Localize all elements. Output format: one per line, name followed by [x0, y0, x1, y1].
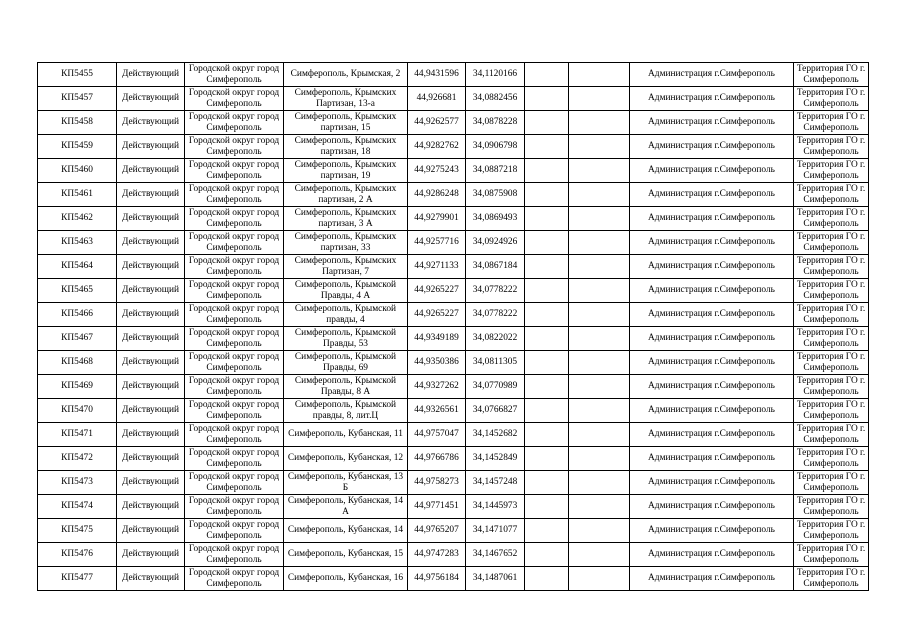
territory-cell: Территория ГО г. Симферополь	[794, 87, 869, 111]
point-id-cell: КП5477	[38, 567, 117, 591]
longitude-cell: 34,1452849	[466, 447, 525, 471]
latitude-cell: 44,9265227	[408, 279, 466, 303]
longitude-cell: 34,0878228	[466, 111, 525, 135]
empty-cell	[525, 207, 569, 231]
point-id-cell: КП5458	[38, 111, 117, 135]
territory-cell: Территория ГО г. Симферополь	[794, 423, 869, 447]
district-cell: Городской округ город Симферополь	[185, 231, 284, 255]
owner-cell: Администрация г.Симферополь	[630, 303, 794, 327]
longitude-cell: 34,1471077	[466, 519, 525, 543]
empty-cell	[569, 495, 630, 519]
district-cell: Городской округ город Симферополь	[185, 183, 284, 207]
point-id-cell: КП5464	[38, 255, 117, 279]
status-cell: Действующий	[117, 231, 185, 255]
territory-cell: Территория ГО г. Симферополь	[794, 159, 869, 183]
table-row	[38, 519, 869, 543]
address-cell: Симферополь, Кубанская, 14	[284, 519, 408, 543]
district-cell: Городской округ город Симферополь	[185, 399, 284, 423]
status-cell: Действующий	[117, 423, 185, 447]
status-cell: Действующий	[117, 159, 185, 183]
empty-cell	[569, 447, 630, 471]
point-id-cell: КП5466	[38, 303, 117, 327]
table-row	[38, 159, 869, 183]
longitude-cell: 34,1452682	[466, 423, 525, 447]
point-id-cell: КП5467	[38, 327, 117, 351]
empty-cell	[569, 87, 630, 111]
point-id-cell: КП5469	[38, 375, 117, 399]
latitude-cell: 44,9282762	[408, 135, 466, 159]
owner-cell: Администрация г.Симферополь	[630, 375, 794, 399]
longitude-cell: 34,1445973	[466, 495, 525, 519]
status-cell: Действующий	[117, 447, 185, 471]
empty-cell	[569, 471, 630, 495]
district-cell: Городской округ город Симферополь	[185, 423, 284, 447]
point-id-cell: КП5465	[38, 279, 117, 303]
district-cell: Городской округ город Симферополь	[185, 159, 284, 183]
empty-cell	[569, 399, 630, 423]
table-row	[38, 447, 869, 471]
empty-cell	[569, 375, 630, 399]
longitude-cell: 34,0778222	[466, 303, 525, 327]
longitude-cell: 34,0887218	[466, 159, 525, 183]
point-id-cell: КП5475	[38, 519, 117, 543]
territory-cell: Территория ГО г. Симферополь	[794, 111, 869, 135]
district-cell: Городской округ город Симферополь	[185, 567, 284, 591]
status-cell: Действующий	[117, 63, 185, 87]
latitude-cell: 44,9262577	[408, 111, 466, 135]
district-cell: Городской округ город Симферополь	[185, 495, 284, 519]
district-cell: Городской округ город Симферополь	[185, 327, 284, 351]
owner-cell: Администрация г.Симферополь	[630, 543, 794, 567]
owner-cell: Администрация г.Симферополь	[630, 111, 794, 135]
territory-cell: Территория ГО г. Симферополь	[794, 447, 869, 471]
point-id-cell: КП5455	[38, 63, 117, 87]
status-cell: Действующий	[117, 471, 185, 495]
territory-cell: Территория ГО г. Симферополь	[794, 567, 869, 591]
latitude-cell: 44,9279901	[408, 207, 466, 231]
owner-cell: Администрация г.Симферополь	[630, 231, 794, 255]
territory-cell: Территория ГО г. Симферополь	[794, 399, 869, 423]
owner-cell: Администрация г.Симферополь	[630, 159, 794, 183]
territory-cell: Территория ГО г. Симферополь	[794, 207, 869, 231]
table-row	[38, 543, 869, 567]
table-row	[38, 327, 869, 351]
latitude-cell: 44,9257716	[408, 231, 466, 255]
address-cell: Симферополь, Крымских партизан, 15	[284, 111, 408, 135]
district-cell: Городской округ город Симферополь	[185, 63, 284, 87]
district-cell: Городской округ город Симферополь	[185, 87, 284, 111]
point-id-cell: КП5473	[38, 471, 117, 495]
empty-cell	[525, 567, 569, 591]
address-cell: Симферополь, Крымских партизан, 19	[284, 159, 408, 183]
point-id-cell: КП5476	[38, 543, 117, 567]
point-id-cell: КП5470	[38, 399, 117, 423]
longitude-cell: 34,0882456	[466, 87, 525, 111]
table-body	[38, 63, 869, 591]
longitude-cell: 34,0869493	[466, 207, 525, 231]
point-id-cell: КП5468	[38, 351, 117, 375]
latitude-cell: 44,9286248	[408, 183, 466, 207]
owner-cell: Администрация г.Симферополь	[630, 567, 794, 591]
address-cell: Симферополь, Крымской Правды, 8 А	[284, 375, 408, 399]
table-row	[38, 375, 869, 399]
empty-cell	[569, 111, 630, 135]
empty-cell	[525, 327, 569, 351]
territory-cell: Территория ГО г. Симферополь	[794, 135, 869, 159]
latitude-cell: 44,9771451	[408, 495, 466, 519]
point-id-cell: КП5472	[38, 447, 117, 471]
owner-cell: Администрация г.Симферополь	[630, 471, 794, 495]
longitude-cell: 34,0770989	[466, 375, 525, 399]
address-cell: Симферополь, Кубанская, 15	[284, 543, 408, 567]
empty-cell	[525, 399, 569, 423]
district-cell: Городской округ город Симферополь	[185, 447, 284, 471]
district-cell: Городской округ город Симферополь	[185, 519, 284, 543]
territory-cell: Территория ГО г. Симферополь	[794, 231, 869, 255]
empty-cell	[525, 87, 569, 111]
status-cell: Действующий	[117, 327, 185, 351]
point-id-cell: КП5457	[38, 87, 117, 111]
empty-cell	[525, 423, 569, 447]
latitude-cell: 44,9265227	[408, 303, 466, 327]
district-cell: Городской округ город Симферополь	[185, 111, 284, 135]
empty-cell	[569, 207, 630, 231]
status-cell: Действующий	[117, 279, 185, 303]
territory-cell: Территория ГО г. Симферополь	[794, 63, 869, 87]
empty-cell	[525, 159, 569, 183]
address-cell: Симферополь, Крымских Партизан, 7	[284, 255, 408, 279]
point-id-cell: КП5460	[38, 159, 117, 183]
status-cell: Действующий	[117, 351, 185, 375]
longitude-cell: 34,0822022	[466, 327, 525, 351]
owner-cell: Администрация г.Симферополь	[630, 255, 794, 279]
address-cell: Симферополь, Крымских Партизан, 13-а	[284, 87, 408, 111]
empty-cell	[569, 567, 630, 591]
table-row	[38, 87, 869, 111]
district-cell: Городской округ город Симферополь	[185, 375, 284, 399]
owner-cell: Администрация г.Симферополь	[630, 135, 794, 159]
table-row	[38, 303, 869, 327]
latitude-cell: 44,9758273	[408, 471, 466, 495]
territory-cell: Территория ГО г. Симферополь	[794, 519, 869, 543]
empty-cell	[525, 495, 569, 519]
table-row	[38, 471, 869, 495]
table-row	[38, 279, 869, 303]
longitude-cell: 34,0867184	[466, 255, 525, 279]
latitude-cell: 44,9747283	[408, 543, 466, 567]
latitude-cell: 44,9275243	[408, 159, 466, 183]
latitude-cell: 44,9766786	[408, 447, 466, 471]
address-cell: Симферополь, Крымской Правды, 4 А	[284, 279, 408, 303]
empty-cell	[569, 327, 630, 351]
status-cell: Действующий	[117, 255, 185, 279]
latitude-cell: 44,9756184	[408, 567, 466, 591]
table-row	[38, 135, 869, 159]
owner-cell: Администрация г.Симферополь	[630, 63, 794, 87]
owner-cell: Администрация г.Симферополь	[630, 183, 794, 207]
empty-cell	[569, 279, 630, 303]
status-cell: Действующий	[117, 207, 185, 231]
status-cell: Действующий	[117, 183, 185, 207]
status-cell: Действующий	[117, 135, 185, 159]
status-cell: Действующий	[117, 399, 185, 423]
collection-points-table	[37, 62, 869, 591]
empty-cell	[525, 63, 569, 87]
empty-cell	[569, 543, 630, 567]
empty-cell	[525, 183, 569, 207]
district-cell: Городской округ город Симферополь	[185, 303, 284, 327]
district-cell: Городской округ город Симферополь	[185, 279, 284, 303]
table-row	[38, 207, 869, 231]
longitude-cell: 34,1457248	[466, 471, 525, 495]
territory-cell: Территория ГО г. Симферополь	[794, 375, 869, 399]
territory-cell: Территория ГО г. Симферополь	[794, 471, 869, 495]
owner-cell: Администрация г.Симферополь	[630, 351, 794, 375]
table-row	[38, 231, 869, 255]
empty-cell	[525, 111, 569, 135]
longitude-cell: 34,0766827	[466, 399, 525, 423]
status-cell: Действующий	[117, 111, 185, 135]
table-row	[38, 351, 869, 375]
empty-cell	[525, 375, 569, 399]
point-id-cell: КП5461	[38, 183, 117, 207]
empty-cell	[525, 543, 569, 567]
territory-cell: Территория ГО г. Симферополь	[794, 351, 869, 375]
latitude-cell: 44,9765207	[408, 519, 466, 543]
point-id-cell: КП5462	[38, 207, 117, 231]
owner-cell: Администрация г.Симферополь	[630, 87, 794, 111]
table-row	[38, 111, 869, 135]
longitude-cell: 34,1120166	[466, 63, 525, 87]
owner-cell: Администрация г.Симферополь	[630, 495, 794, 519]
latitude-cell: 44,9431596	[408, 63, 466, 87]
longitude-cell: 34,0906798	[466, 135, 525, 159]
owner-cell: Администрация г.Симферополь	[630, 423, 794, 447]
district-cell: Городской округ город Симферополь	[185, 351, 284, 375]
longitude-cell: 34,0811305	[466, 351, 525, 375]
point-id-cell: КП5474	[38, 495, 117, 519]
owner-cell: Администрация г.Симферополь	[630, 207, 794, 231]
empty-cell	[525, 471, 569, 495]
empty-cell	[525, 351, 569, 375]
district-cell: Городской округ город Симферополь	[185, 135, 284, 159]
longitude-cell: 34,0924926	[466, 231, 525, 255]
empty-cell	[569, 351, 630, 375]
address-cell: Симферополь, Крымской правды, 8, лит.Ц	[284, 399, 408, 423]
address-cell: Симферополь, Крымская, 2	[284, 63, 408, 87]
longitude-cell: 34,0778222	[466, 279, 525, 303]
empty-cell	[569, 423, 630, 447]
table-row	[38, 183, 869, 207]
address-cell: Симферополь, Крымских партизан, 18	[284, 135, 408, 159]
address-cell: Симферополь, Крымской Правды, 69	[284, 351, 408, 375]
status-cell: Действующий	[117, 543, 185, 567]
latitude-cell: 44,9271133	[408, 255, 466, 279]
district-cell: Городской округ город Симферополь	[185, 543, 284, 567]
longitude-cell: 34,1487061	[466, 567, 525, 591]
latitude-cell: 44,9757047	[408, 423, 466, 447]
empty-cell	[569, 519, 630, 543]
table-row	[38, 495, 869, 519]
latitude-cell: 44,926681	[408, 87, 466, 111]
address-cell: Симферополь, Крымских партизан, 3 А	[284, 207, 408, 231]
empty-cell	[525, 447, 569, 471]
address-cell: Симферополь, Кубанская, 14 А	[284, 495, 408, 519]
address-cell: Симферополь, Кубанская, 12	[284, 447, 408, 471]
territory-cell: Территория ГО г. Симферополь	[794, 255, 869, 279]
status-cell: Действующий	[117, 303, 185, 327]
empty-cell	[525, 279, 569, 303]
empty-cell	[525, 231, 569, 255]
status-cell: Действующий	[117, 375, 185, 399]
empty-cell	[569, 159, 630, 183]
point-id-cell: КП5459	[38, 135, 117, 159]
empty-cell	[525, 303, 569, 327]
address-cell: Симферополь, Крымских партизан, 2 А	[284, 183, 408, 207]
territory-cell: Территория ГО г. Симферополь	[794, 303, 869, 327]
address-cell: Симферополь, Крымской правды, 4	[284, 303, 408, 327]
empty-cell	[525, 135, 569, 159]
owner-cell: Администрация г.Симферополь	[630, 399, 794, 423]
territory-cell: Территория ГО г. Симферополь	[794, 183, 869, 207]
empty-cell	[569, 303, 630, 327]
empty-cell	[569, 135, 630, 159]
district-cell: Городской округ город Симферополь	[185, 207, 284, 231]
territory-cell: Территория ГО г. Симферополь	[794, 327, 869, 351]
territory-cell: Территория ГО г. Симферополь	[794, 543, 869, 567]
point-id-cell: КП5471	[38, 423, 117, 447]
address-cell: Симферополь, Кубанская, 13 Б	[284, 471, 408, 495]
status-cell: Действующий	[117, 495, 185, 519]
latitude-cell: 44,9349189	[408, 327, 466, 351]
empty-cell	[569, 231, 630, 255]
table-row	[38, 63, 869, 87]
territory-cell: Территория ГО г. Симферополь	[794, 495, 869, 519]
table-row	[38, 255, 869, 279]
district-cell: Городской округ город Симферополь	[185, 255, 284, 279]
status-cell: Действующий	[117, 87, 185, 111]
address-cell: Симферополь, Крымских партизан, 33	[284, 231, 408, 255]
longitude-cell: 34,1467652	[466, 543, 525, 567]
empty-cell	[525, 519, 569, 543]
owner-cell: Администрация г.Симферополь	[630, 279, 794, 303]
table-row	[38, 567, 869, 591]
empty-cell	[569, 63, 630, 87]
owner-cell: Администрация г.Симферополь	[630, 519, 794, 543]
point-id-cell: КП5463	[38, 231, 117, 255]
longitude-cell: 34,0875908	[466, 183, 525, 207]
latitude-cell: 44,9350386	[408, 351, 466, 375]
address-cell: Симферополь, Крымской Правды, 53	[284, 327, 408, 351]
status-cell: Действующий	[117, 519, 185, 543]
territory-cell: Территория ГО г. Симферополь	[794, 279, 869, 303]
empty-cell	[569, 255, 630, 279]
table-row	[38, 399, 869, 423]
table-row	[38, 423, 869, 447]
empty-cell	[525, 255, 569, 279]
owner-cell: Администрация г.Симферополь	[630, 327, 794, 351]
address-cell: Симферополь, Кубанская, 16	[284, 567, 408, 591]
status-cell: Действующий	[117, 567, 185, 591]
owner-cell: Администрация г.Симферополь	[630, 447, 794, 471]
district-cell: Городской округ город Симферополь	[185, 471, 284, 495]
address-cell: Симферополь, Кубанская, 11	[284, 423, 408, 447]
latitude-cell: 44,9327262	[408, 375, 466, 399]
empty-cell	[569, 183, 630, 207]
latitude-cell: 44,9326561	[408, 399, 466, 423]
